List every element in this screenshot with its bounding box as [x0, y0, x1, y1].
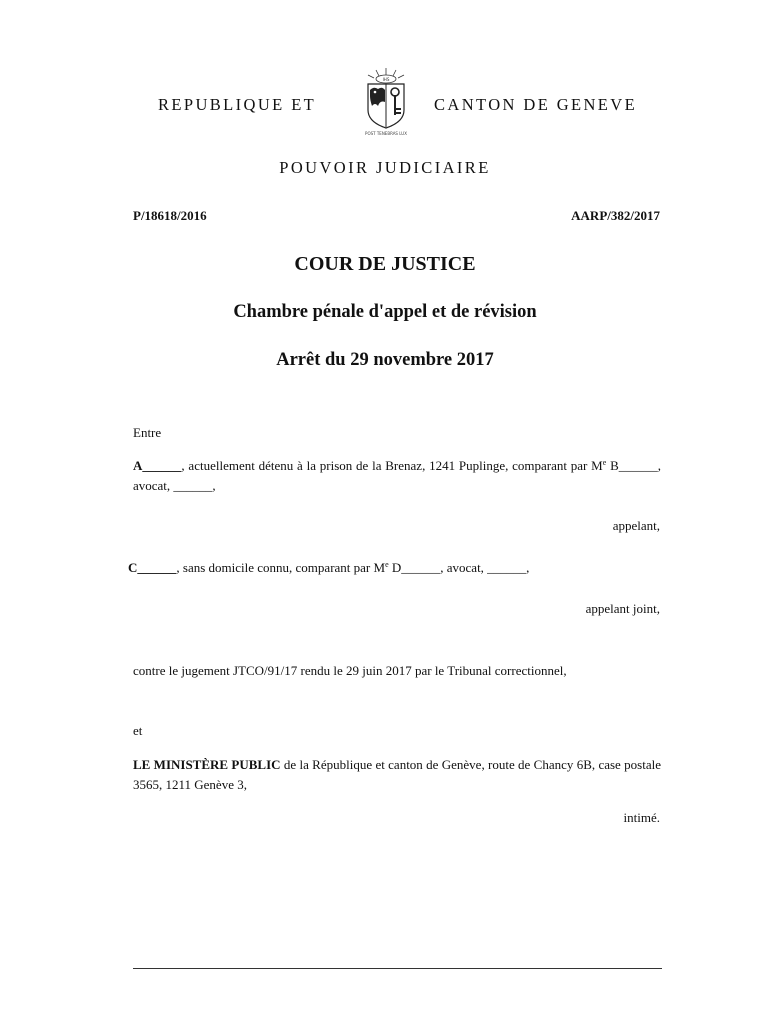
ministere-public-text: de la République et canton de Genève, route de Chancy 6B, case postale 3565, 1211 Genève 3, — [133, 757, 661, 792]
party-a-sup: e — [602, 458, 607, 467]
ministere-public-role: intimé. — [623, 810, 660, 825]
party-a-name: A______ — [133, 458, 182, 473]
ministere-public-name: LE MINISTÈRE PUBLIC — [133, 757, 281, 772]
contre-paragraph: contre le jugement JTCO/91/17 rendu le 29 juin 2017 par le Tribunal correctionnel, — [133, 663, 567, 678]
emblem-caption: POST TENEBRAS LUX — [365, 131, 407, 136]
decision-date-title: Arrêt du 29 novembre 2017 — [276, 350, 494, 370]
party-a-role: appelant, — [612, 518, 660, 533]
party-c-sup: e — [385, 560, 389, 569]
party-a-text-2: B______, avocat, ______, — [133, 458, 662, 493]
party-a-text-1: , actuellement détenu à la prison de la Brenaz, 1241 Puplinge, comparant par M — [181, 458, 603, 473]
entre-label: Entre — [133, 425, 162, 440]
case-reference-left: P/18618/2016 — [133, 208, 207, 223]
party-c-role: appelant joint, — [585, 601, 660, 616]
case-reference-right: AARP/382/2017 — [571, 208, 660, 223]
chamber-title: Chambre pénale d'appel et de révision — [233, 302, 537, 322]
et-label: et — [133, 723, 143, 738]
party-c-text-1: , sans domicile connu, comparant par M — [176, 560, 386, 575]
header-left-text: REPUBLIQUE ET — [158, 95, 317, 114]
party-c-name: C______ — [128, 560, 177, 575]
svg-text:IHS: IHS — [382, 77, 390, 82]
party-c-text-2: D______, avocat, ______, — [388, 560, 530, 575]
footer-divider — [133, 968, 662, 969]
ministere-public-paragraph — [133, 755, 661, 795]
party-a-paragraph — [133, 456, 661, 496]
header-right-text: CANTON DE GENEVE — [434, 95, 638, 114]
geneva-coat-of-arms-icon — [360, 66, 412, 138]
court-title: COUR DE JUSTICE — [294, 253, 476, 275]
subtitle: POUVOIR JUDICIAIRE — [279, 158, 491, 177]
party-c-paragraph — [128, 558, 668, 578]
